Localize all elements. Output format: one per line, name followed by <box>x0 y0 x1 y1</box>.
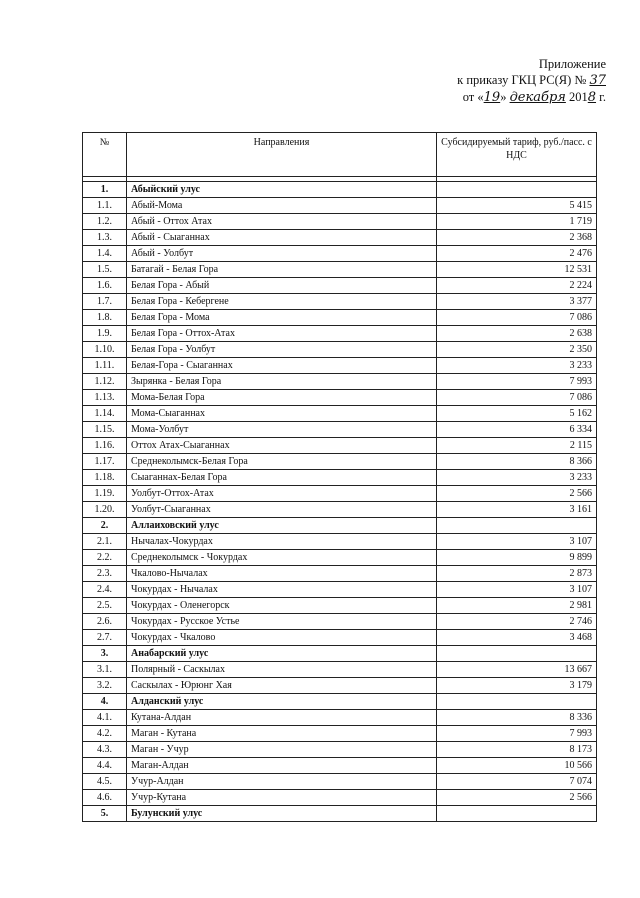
row-tariff: 3 107 <box>437 582 597 598</box>
row-number: 2.7. <box>83 630 127 646</box>
row-tariff: 2 476 <box>437 246 597 262</box>
row-tariff <box>437 694 597 710</box>
row-number: 1.10. <box>83 342 127 358</box>
row-number: 4.2. <box>83 726 127 742</box>
row-number: 2.3. <box>83 566 127 582</box>
table-row <box>83 582 597 598</box>
table-row <box>83 230 597 246</box>
table-row <box>83 278 597 294</box>
row-tariff <box>437 646 597 662</box>
row-tariff: 2 746 <box>437 614 597 630</box>
row-number: 2.5. <box>83 598 127 614</box>
row-direction: Уолбут-Сыаганнах <box>127 502 437 518</box>
table-row <box>83 726 597 742</box>
row-direction: Маган-Алдан <box>127 758 437 774</box>
row-direction: Учур-Кутана <box>127 790 437 806</box>
table-row <box>83 486 597 502</box>
table-row <box>83 214 597 230</box>
row-direction: Маган - Кутана <box>127 726 437 742</box>
row-direction: Белая-Гора - Сыаганнах <box>127 358 437 374</box>
row-tariff: 2 638 <box>437 326 597 342</box>
table-row <box>83 454 597 470</box>
table-row <box>83 438 597 454</box>
row-number: 1.1. <box>83 198 127 214</box>
row-direction: Белая Гора - Абый <box>127 278 437 294</box>
section-row <box>83 694 597 710</box>
row-number: 1.4. <box>83 246 127 262</box>
tariff-table <box>82 132 597 822</box>
row-direction: Чокурдах - Оленегорск <box>127 598 437 614</box>
row-direction: Батагай - Белая Гора <box>127 262 437 278</box>
row-tariff: 10 566 <box>437 758 597 774</box>
row-number: 1.11. <box>83 358 127 374</box>
row-tariff: 7 074 <box>437 774 597 790</box>
row-direction: Анабарский улус <box>127 646 437 662</box>
table-body <box>83 177 597 822</box>
row-number: 1.14. <box>83 406 127 422</box>
row-direction: Мома-Белая Гора <box>127 390 437 406</box>
row-number: 1. <box>83 182 127 198</box>
row-number: 1.13. <box>83 390 127 406</box>
row-number: 1.19. <box>83 486 127 502</box>
row-direction: Чкалово-Нычалах <box>127 566 437 582</box>
row-tariff: 7 086 <box>437 310 597 326</box>
table-row <box>83 342 597 358</box>
row-tariff: 3 233 <box>437 470 597 486</box>
row-number: 3.2. <box>83 678 127 694</box>
table-row <box>83 662 597 678</box>
table-row <box>83 422 597 438</box>
section-row <box>83 182 597 198</box>
row-direction: Учур-Алдан <box>127 774 437 790</box>
row-tariff: 7 086 <box>437 390 597 406</box>
row-number: 1.9. <box>83 326 127 342</box>
row-direction: Белая Гора - Уолбут <box>127 342 437 358</box>
row-number: 1.8. <box>83 310 127 326</box>
table-row <box>83 326 597 342</box>
row-tariff: 8 336 <box>437 710 597 726</box>
row-tariff: 2 368 <box>437 230 597 246</box>
row-number: 4.3. <box>83 742 127 758</box>
row-tariff: 2 224 <box>437 278 597 294</box>
row-direction: Саскылах - Юрюнг Хая <box>127 678 437 694</box>
row-number: 4.4. <box>83 758 127 774</box>
table-row <box>83 678 597 694</box>
row-number: 4.1. <box>83 710 127 726</box>
row-direction: Нычалах-Чокурдах <box>127 534 437 550</box>
row-tariff: 2 981 <box>437 598 597 614</box>
row-number: 1.3. <box>83 230 127 246</box>
row-number: 1.7. <box>83 294 127 310</box>
row-direction: Маган - Учур <box>127 742 437 758</box>
row-number: 2.4. <box>83 582 127 598</box>
row-number: 1.16. <box>83 438 127 454</box>
row-tariff: 2 350 <box>437 342 597 358</box>
date-day: 19 <box>483 90 501 105</box>
row-direction: Уолбут-Оттох-Атах <box>127 486 437 502</box>
row-number: 1.2. <box>83 214 127 230</box>
row-tariff: 2 115 <box>437 438 597 454</box>
table-row <box>83 294 597 310</box>
row-direction: Абыйский улус <box>127 182 437 198</box>
row-direction: Белая Гора - Мома <box>127 310 437 326</box>
row-number: 1.20. <box>83 502 127 518</box>
row-direction: Мома-Уолбут <box>127 422 437 438</box>
table-row <box>83 246 597 262</box>
row-direction: Среднеколымск-Белая Гора <box>127 454 437 470</box>
row-tariff: 3 179 <box>437 678 597 694</box>
row-direction: Белая Гора - Кебергене <box>127 294 437 310</box>
appendix-title: Приложение <box>538 57 606 71</box>
table-row <box>83 710 597 726</box>
row-tariff <box>437 518 597 534</box>
row-number: 4.5. <box>83 774 127 790</box>
date-prefix: от « <box>462 90 484 104</box>
table-row <box>83 742 597 758</box>
row-direction: Белая Гора - Оттох-Атах <box>127 326 437 342</box>
section-row <box>83 646 597 662</box>
row-tariff <box>437 806 597 822</box>
header-tariff: Субсидируемый тариф, руб./пасс. с НДС <box>437 133 597 177</box>
row-number: 2.1. <box>83 534 127 550</box>
row-tariff: 13 667 <box>437 662 597 678</box>
row-tariff: 3 468 <box>437 630 597 646</box>
table-header-row <box>83 133 597 177</box>
row-tariff: 12 531 <box>437 262 597 278</box>
row-number: 4. <box>83 694 127 710</box>
row-number: 2.6. <box>83 614 127 630</box>
row-direction: Алданский улус <box>127 694 437 710</box>
row-direction: Абый - Уолбут <box>127 246 437 262</box>
table-row <box>83 598 597 614</box>
row-tariff: 8 366 <box>437 454 597 470</box>
row-direction: Среднеколымск - Чокурдах <box>127 550 437 566</box>
row-tariff: 6 334 <box>437 422 597 438</box>
header-num: № <box>83 133 127 177</box>
table-row <box>83 790 597 806</box>
row-tariff: 3 233 <box>437 358 597 374</box>
table-row <box>83 614 597 630</box>
table-row <box>83 534 597 550</box>
row-number: 1.15. <box>83 422 127 438</box>
row-tariff: 2 873 <box>437 566 597 582</box>
row-direction: Булунский улус <box>127 806 437 822</box>
row-direction: Зырянка - Белая Гора <box>127 374 437 390</box>
row-tariff: 3 161 <box>437 502 597 518</box>
row-tariff: 3 107 <box>437 534 597 550</box>
table-row <box>83 550 597 566</box>
row-direction: Чокурдах - Чкалово <box>127 630 437 646</box>
row-number: 4.6. <box>83 790 127 806</box>
order-date <box>366 89 606 106</box>
date-year-digit: 8 <box>587 90 597 105</box>
row-tariff: 5 162 <box>437 406 597 422</box>
row-tariff: 3 377 <box>437 294 597 310</box>
row-tariff: 2 566 <box>437 790 597 806</box>
table-row <box>83 630 597 646</box>
row-direction: Чокурдах - Русское Устье <box>127 614 437 630</box>
table-row <box>83 406 597 422</box>
row-number: 5. <box>83 806 127 822</box>
row-tariff: 9 899 <box>437 550 597 566</box>
row-tariff: 2 566 <box>437 486 597 502</box>
table-row <box>83 198 597 214</box>
date-month: декабря <box>509 90 566 105</box>
table-row <box>83 774 597 790</box>
row-direction: Кутана-Алдан <box>127 710 437 726</box>
row-direction: Полярный - Саскылах <box>127 662 437 678</box>
row-direction: Мома-Сыаганнах <box>127 406 437 422</box>
row-number: 1.12. <box>83 374 127 390</box>
date-year-prefix: 201 <box>569 90 588 104</box>
order-line <box>366 72 606 89</box>
row-direction: Оттох Атах-Сыаганнах <box>127 438 437 454</box>
row-direction: Абый - Оттох Атах <box>127 214 437 230</box>
row-tariff: 5 415 <box>437 198 597 214</box>
row-number: 1.17. <box>83 454 127 470</box>
table-row <box>83 502 597 518</box>
section-row <box>83 806 597 822</box>
date-mid: » <box>500 90 507 104</box>
row-direction: Чокурдах - Нычалах <box>127 582 437 598</box>
row-number: 2. <box>83 518 127 534</box>
row-number: 3.1. <box>83 662 127 678</box>
row-direction: Сыаганнах-Белая Гора <box>127 470 437 486</box>
table-row <box>83 758 597 774</box>
row-number: 1.6. <box>83 278 127 294</box>
order-number: 37 <box>589 73 606 88</box>
table-row <box>83 470 597 486</box>
row-tariff: 1 719 <box>437 214 597 230</box>
table-row <box>83 262 597 278</box>
section-row <box>83 518 597 534</box>
table-row <box>83 390 597 406</box>
row-direction: Абый-Мома <box>127 198 437 214</box>
header-direction: Направления <box>127 133 437 177</box>
date-suffix: г. <box>599 90 606 104</box>
row-tariff: 7 993 <box>437 374 597 390</box>
row-tariff <box>437 182 597 198</box>
table-row <box>83 310 597 326</box>
row-number: 1.18. <box>83 470 127 486</box>
row-number: 3. <box>83 646 127 662</box>
table-row <box>83 566 597 582</box>
row-number: 1.5. <box>83 262 127 278</box>
row-direction: Абый - Сыаганнах <box>127 230 437 246</box>
row-tariff: 7 993 <box>437 726 597 742</box>
row-tariff: 8 173 <box>437 742 597 758</box>
row-direction: Аллаиховский улус <box>127 518 437 534</box>
appendix-block <box>366 56 606 106</box>
table-row <box>83 374 597 390</box>
row-number: 2.2. <box>83 550 127 566</box>
order-label: к приказу ГКЦ РС(Я) № <box>457 73 587 87</box>
table-row <box>83 358 597 374</box>
